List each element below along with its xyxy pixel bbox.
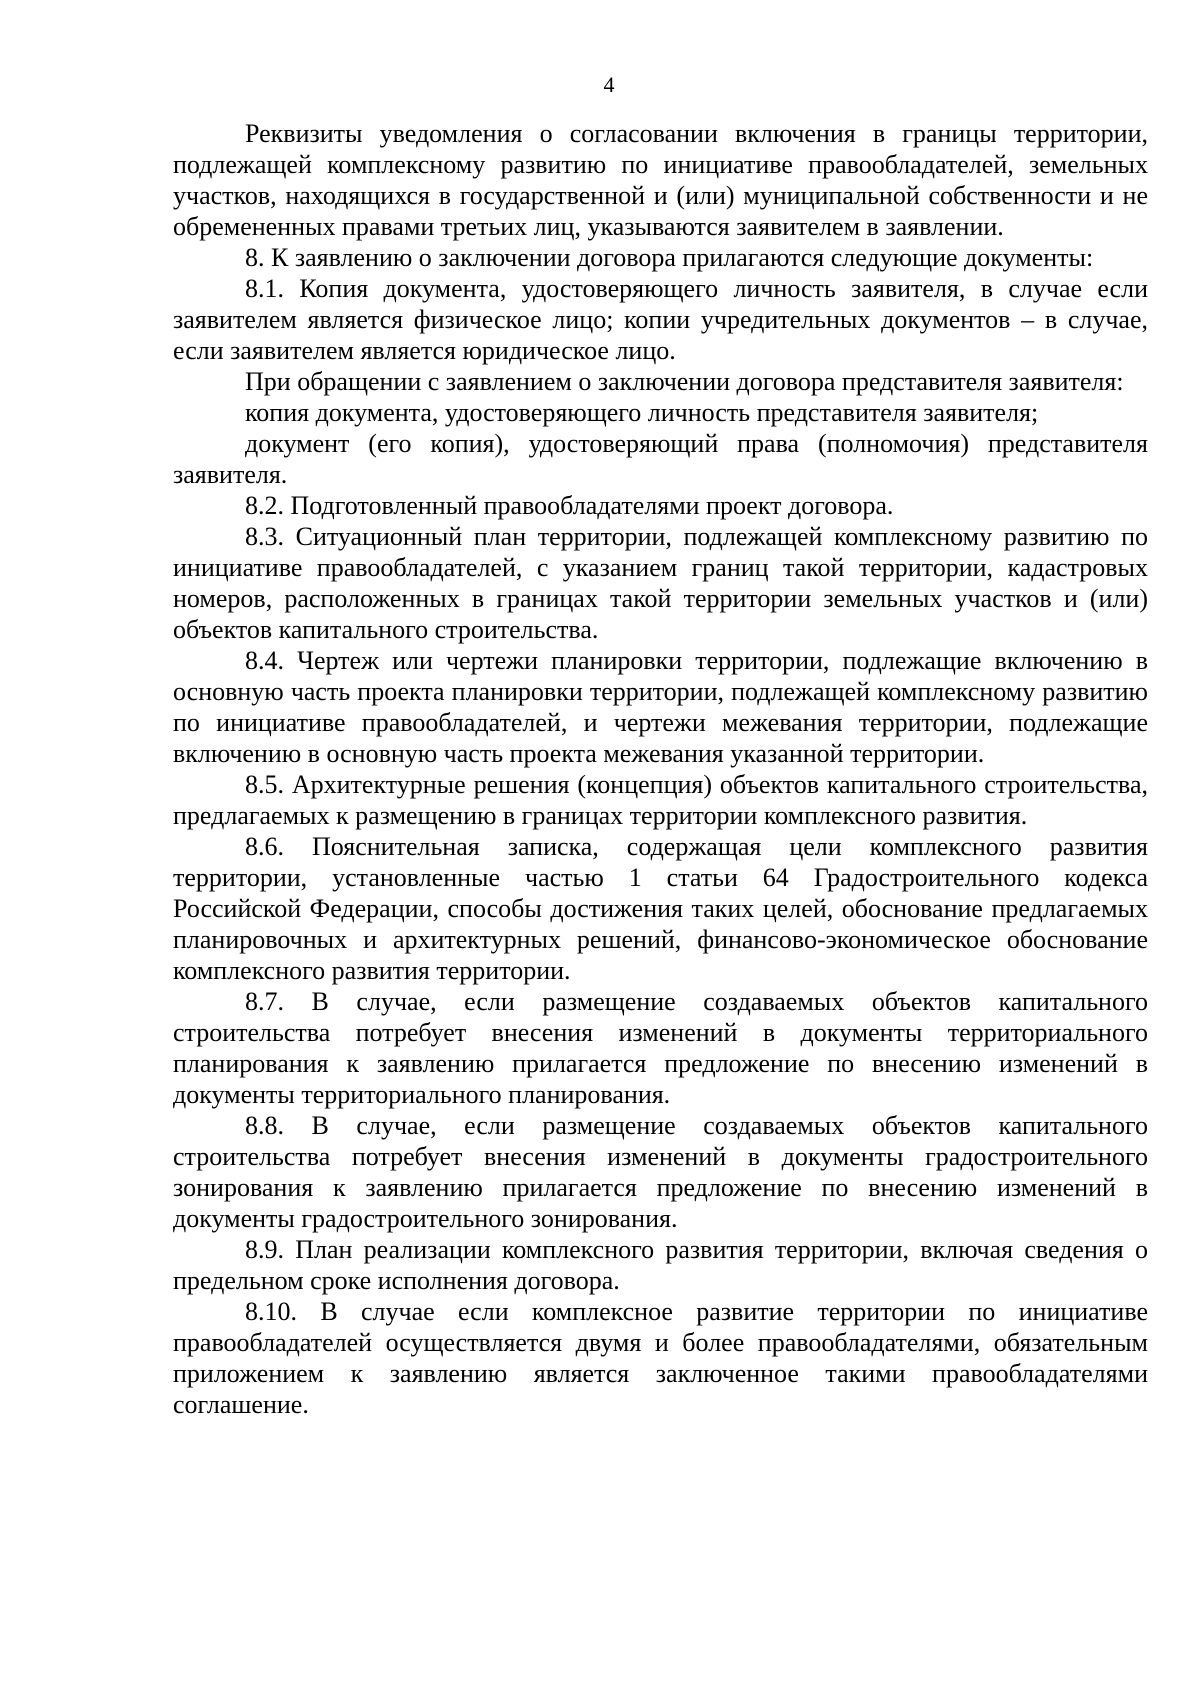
paragraph-8-9: 8.9. План реализации комплексного развития территории, включая сведения о предельном сроке исполнения договора. — [173, 1235, 1148, 1295]
paragraph-8-7: 8.7. В случае, если размещение создаваемых объектов капитального строительства потребует внесения изменений в документы территориального планирования к заявлению прилагается предложение по внесению изменений в документы территориального планирования. — [173, 987, 1148, 1109]
page-number: 4 — [603, 72, 615, 97]
paragraph-8-4: 8.4. Чертеж или чертежи планировки территории, подлежащие включению в основную часть проекта планировки территории, подлежащей комплексному развитию по инициативе правообладателей, и чертежи межевания территории, подлежащие включению в основную часть проекта межевания указанной территории. — [173, 646, 1148, 768]
paragraph-representative-authority: документ (его копия), удостоверяющий права (полномочия) представителя заявителя. — [173, 429, 1148, 489]
document-body — [173, 118, 1148, 1420]
paragraph-8: 8. К заявлению о заключении договора прилагаются следующие документы: — [245, 243, 1094, 272]
paragraph-8-2: 8.2. Подготовленный правообладателями проект договора. — [245, 491, 894, 520]
paragraph-8-3: 8.3. Ситуационный план территории, подлежащей комплексному развитию по инициативе правообладателей, с указанием границ такой территории, кадастровых номеров, расположенных в границах такой территории земельных участков и (или) объектов капитального строительства. — [173, 522, 1148, 644]
paragraph-8-1: 8.1. Копия документа, удостоверяющего личность заявителя, в случае если заявителем является физическое лицо; копии учредительных документов – в случае, если заявителем является юридическое лицо. — [173, 274, 1148, 365]
paragraph-representative: При обращении с заявлением о заключении договора представителя заявителя: — [245, 367, 1124, 396]
paragraph-8-5: 8.5. Архитектурные решения (концепция) объектов капитального строительства, предлагаемых к размещению в границах территории комплексного развития. — [173, 770, 1148, 830]
paragraph-representative-id-copy: копия документа, удостоверяющего личность представителя заявителя; — [245, 398, 1039, 427]
paragraph-8-10: 8.10. В случае если комплексное развитие территории по инициативе правообладателей осуществляется двумя и более правообладателями, обязательным приложением к заявлению является заключенное такими правообладателями соглашение. — [173, 1297, 1148, 1419]
paragraph-8-8: 8.8. В случае, если размещение создаваемых объектов капитального строительства потребует внесения изменений в документы градостроительного зонирования к заявлению прилагается предложение по внесению изменений в документы градостроительного зонирования. — [173, 1111, 1148, 1233]
paragraph-requisites: Реквизиты уведомления о согласовании включения в границы территории, подлежащей комплексному развитию по инициативе правообладателей, земельных участков, находящихся в государственной и (или) муниципальной собственности и не обремененных правами третьих лиц, указываются заявителем в заявлении. — [173, 119, 1148, 241]
paragraph-8-6: 8.6. Пояснительная записка, содержащая цели комплексного развития территории, установленные частью 1 статьи 64 Градостроительного кодекса Российской Федерации, способы достижения таких целей, обоснование предлагаемых планировочных и архитектурных решений, финансово-экономическое обоснование комплексного развития территории. — [173, 832, 1148, 985]
